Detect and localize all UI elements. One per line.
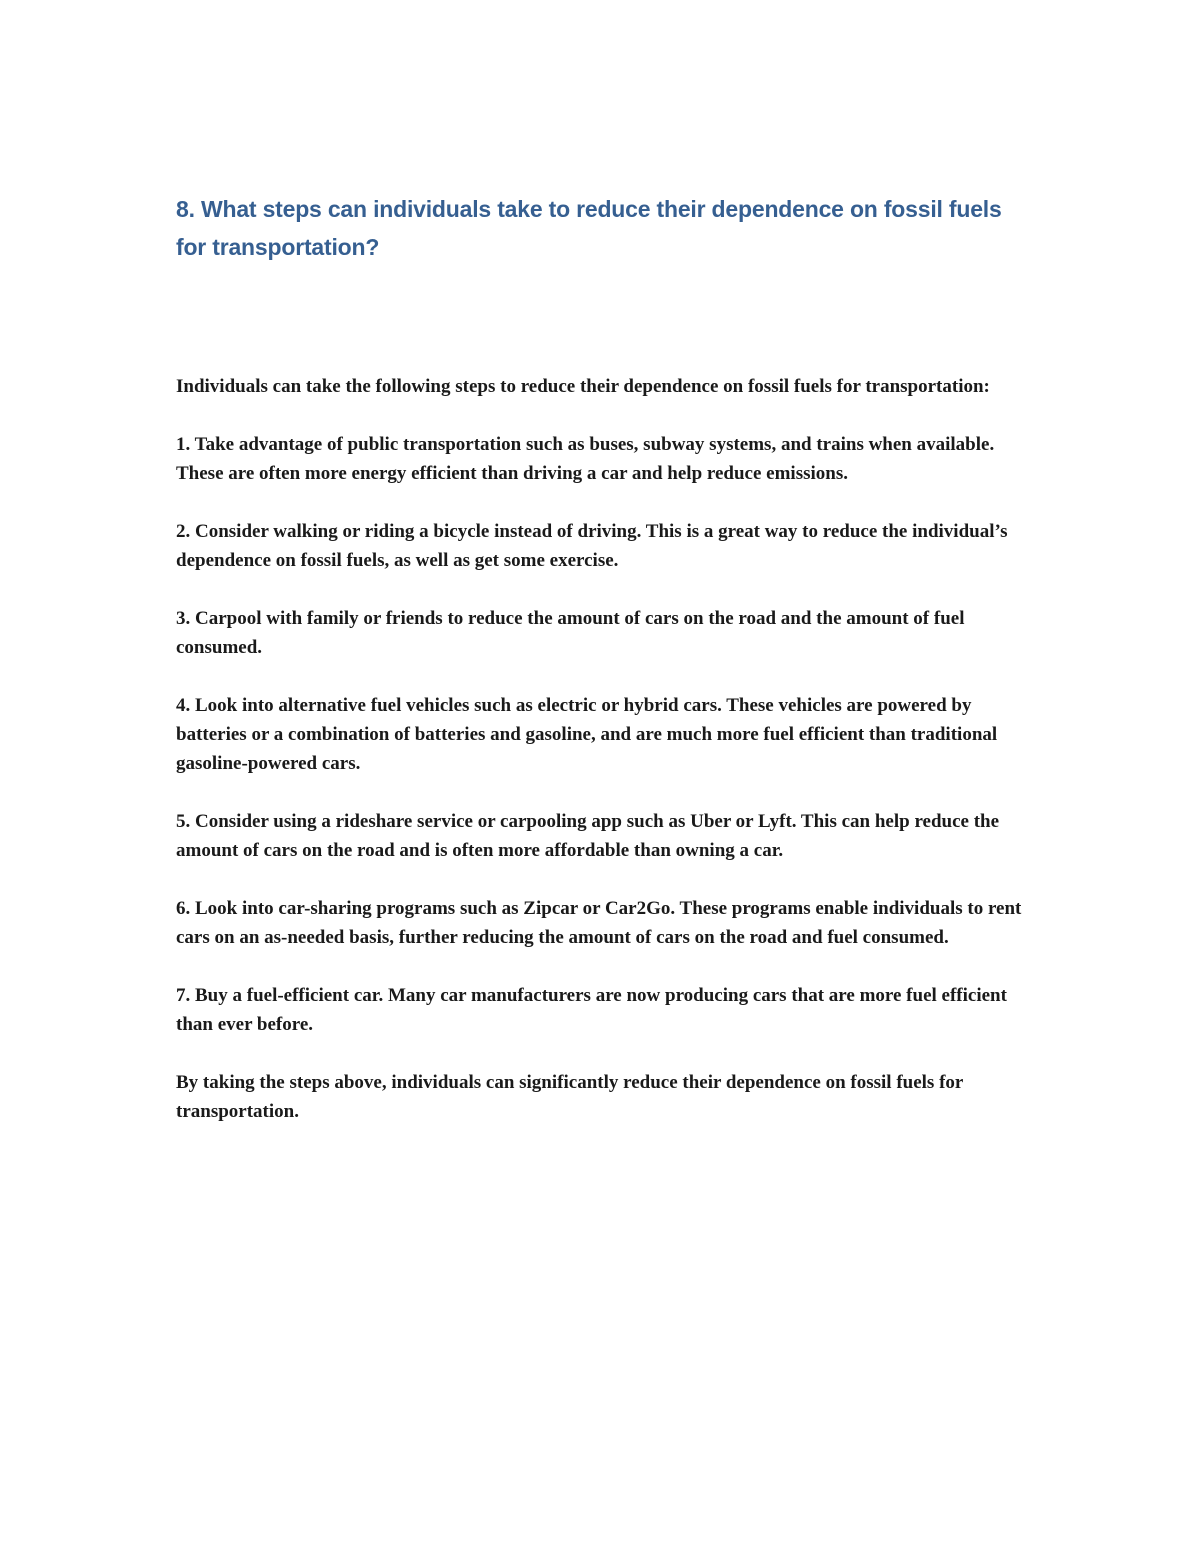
answer-body bbox=[176, 372, 1026, 1155]
question-heading: 8. What steps can individuals take to reduce their dependence on fossil fuels for transportation? bbox=[176, 196, 1002, 260]
step-item: 3. Carpool with family or friends to reduce the amount of cars on the road and the amount of fuel consumed. bbox=[176, 608, 965, 658]
step-item: 4. Look into alternative fuel vehicles such as electric or hybrid cars. These vehicles are powered by batteries or a combination of batteries and gasoline, and are much more fuel efficient than traditional gasoline-powered cars. bbox=[176, 695, 998, 774]
conclusion-paragraph: By taking the steps above, individuals can significantly reduce their dependence on fossil fuels for transportation. bbox=[176, 1072, 963, 1122]
step-item: 7. Buy a fuel-efficient car. Many car manufacturers are now producing cars that are more fuel efficient than ever before. bbox=[176, 985, 1007, 1035]
step-item: 6. Look into car-sharing programs such as Zipcar or Car2Go. These programs enable individuals to rent cars on an as-needed basis, further reducing the amount of cars on the road and fuel consumed. bbox=[176, 898, 1022, 948]
intro-paragraph: Individuals can take the following steps to reduce their dependence on fossil fuels for transportation: bbox=[176, 376, 990, 397]
step-item: 2. Consider walking or riding a bicycle instead of driving. This is a great way to reduce the individual’s dependence on fossil fuels, as well as get some exercise. bbox=[176, 521, 1008, 571]
step-item: 1. Take advantage of public transportation such as buses, subway systems, and trains when available. These are often more energy efficient than driving a car and help reduce emissions. bbox=[176, 434, 995, 484]
step-item: 5. Consider using a rideshare service or carpooling app such as Uber or Lyft. This can help reduce the amount of cars on the road and is often more affordable than owning a car. bbox=[176, 811, 1000, 861]
